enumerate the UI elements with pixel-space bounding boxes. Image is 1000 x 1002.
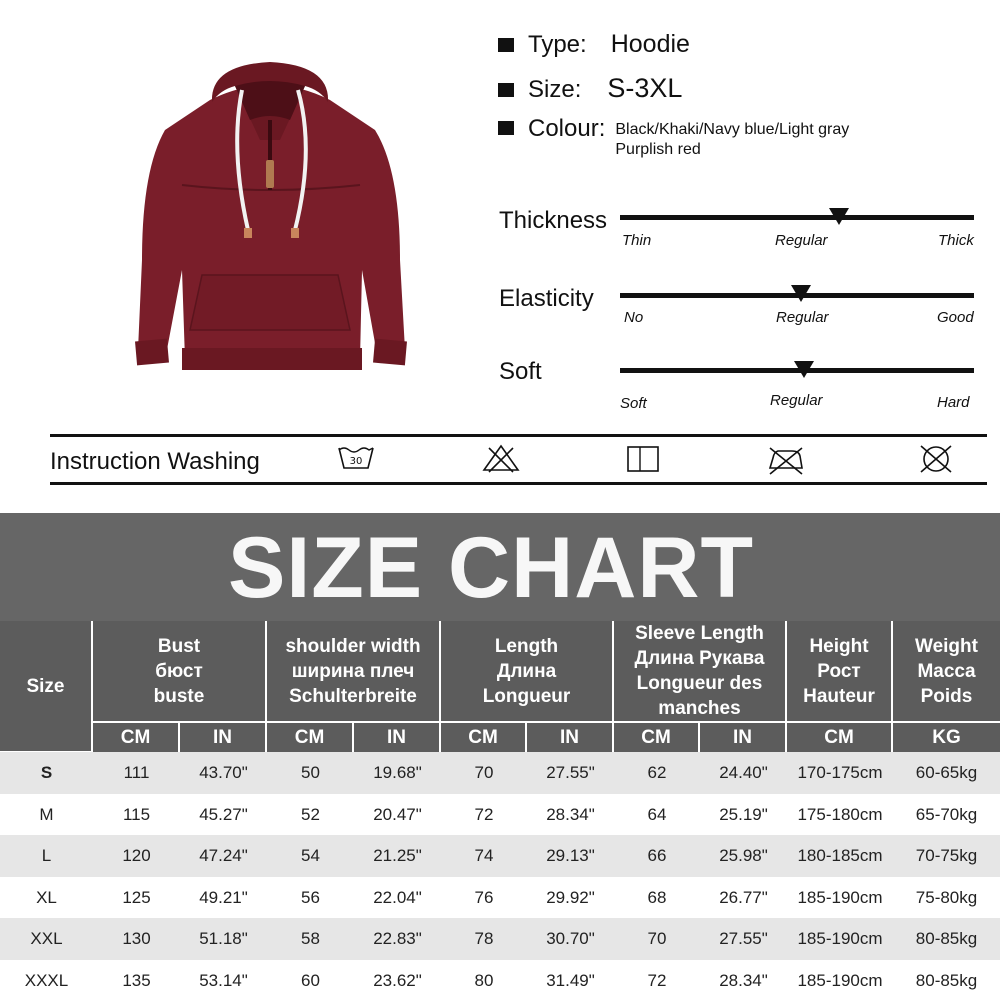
header-size-label: Size [26, 675, 65, 697]
size-value: S-3XL [607, 73, 683, 103]
table-cell: 28.34" [546, 804, 595, 824]
header-weight-ru: Macca [917, 660, 976, 682]
unit-cell: CM [614, 723, 700, 752]
table-cell: 80-85kg [915, 929, 978, 948]
table-cell: 23.62" [373, 970, 422, 990]
type-value: Hoodie [610, 30, 690, 58]
table-cell: 24.40" [719, 763, 768, 782]
table-cell: 130 [122, 929, 151, 948]
scale-middle-label: Regular [776, 309, 829, 326]
type-label: Type: [528, 31, 587, 58]
table-cell: 49.21" [199, 887, 248, 907]
table-cell: 135 [122, 970, 151, 990]
wash-temp: 30 [349, 456, 363, 467]
size-cell: XXL [30, 929, 63, 948]
table-cell: 70-75kg [915, 846, 978, 865]
scale-marker-icon [791, 285, 811, 302]
colour-value-line2: Purplish red [615, 141, 701, 158]
unit-cell: KG [893, 723, 1000, 752]
scale-line [620, 215, 974, 220]
table-cell: 76 [474, 887, 494, 907]
table-cell: 75-80kg [915, 887, 978, 907]
table-row [0, 918, 1000, 960]
scale-right-label: Hard [937, 394, 970, 411]
header-height-fr: Hauteur [803, 685, 875, 707]
table-cell: 19.68" [373, 763, 422, 782]
table-cell: 62 [647, 763, 667, 782]
size-cell: XXXL [24, 970, 69, 990]
table-cell: 25.98" [719, 846, 768, 865]
table-cell: 31.49" [546, 970, 595, 990]
header-height-en: Height [809, 635, 869, 657]
unit-cell: IN [180, 723, 267, 752]
table-cell: 22.83" [373, 929, 422, 948]
table-cell: 72 [474, 804, 494, 824]
header-weight [893, 621, 1000, 723]
table-cell: 120 [122, 846, 151, 865]
header-sleeve-en: Sleeve Length [635, 623, 764, 644]
unit-cell: CM [93, 723, 180, 752]
bullet-square-icon [498, 83, 514, 97]
header-length [441, 621, 614, 723]
table-cell: 180-185cm [797, 846, 883, 865]
unit-cell: CM [267, 723, 354, 752]
table-row [0, 794, 1000, 836]
size-cell: S [40, 763, 53, 782]
table-cell: 28.34" [719, 970, 768, 990]
colour-value-line1: Black/Khaki/Navy blue/Light gray [615, 121, 850, 138]
table-cell: 56 [301, 887, 320, 907]
table-row [0, 960, 1000, 1002]
header-shoulder [267, 621, 441, 723]
table-cell: 185-190cm [797, 887, 883, 907]
scale-left-label: Soft [620, 395, 647, 412]
header-shoulder-en: shoulder width [285, 635, 421, 657]
table-cell: 66 [647, 846, 667, 865]
header-bust-ru: бюст [155, 660, 203, 682]
table-cell: 29.13" [546, 846, 595, 865]
table-cell: 80-85kg [915, 970, 978, 990]
size-cell: L [41, 846, 52, 865]
scale-left-label: No [624, 309, 644, 326]
table-row [0, 752, 1000, 794]
hoodie-product-image [130, 60, 410, 390]
scale-left-label: Thin [622, 232, 652, 249]
table-cell: 60 [301, 970, 320, 990]
unit-cell: IN [354, 723, 441, 752]
header-sleeve-fr1: Longueur des [636, 673, 763, 694]
table-row [0, 877, 1000, 919]
table-cell: 115 [122, 804, 151, 824]
header-height [787, 621, 893, 723]
table-cell: 29.92" [546, 887, 595, 907]
table-cell: 185-190cm [797, 929, 883, 948]
no-bleach-icon [481, 442, 521, 476]
table-cell: 68 [647, 887, 667, 907]
table-cell: 27.55" [546, 763, 595, 782]
table-cell: 21.25" [373, 846, 422, 865]
table-cell: 26.77" [719, 887, 768, 907]
size-label: Size: [528, 76, 582, 103]
header-sleeve-ru: Длина Рукава [634, 648, 765, 669]
header-length-en: Length [494, 635, 559, 657]
table-cell: 70 [647, 929, 667, 948]
table-row [0, 835, 1000, 877]
table-cell: 185-190cm [797, 970, 883, 990]
header-shoulder-ru: ширина плеч [291, 660, 415, 682]
table-cell: 45.27" [199, 804, 248, 824]
header-height-ru: Рост [817, 660, 861, 682]
unit-cell: CM [441, 723, 527, 752]
header-length-fr: Longueur [482, 685, 571, 707]
scale-middle-label: Regular [770, 392, 823, 409]
table-cell: 20.47" [373, 804, 422, 824]
scale-right-label: Good [937, 309, 974, 326]
no-iron-icon [766, 442, 806, 476]
table-cell: 30.70" [546, 929, 595, 948]
table-cell: 60-65kg [915, 763, 978, 782]
scale-marker-icon [794, 361, 814, 378]
divider-bottom [50, 482, 987, 485]
table-cell: 54 [301, 846, 320, 865]
tumble-dry-icon [623, 442, 663, 476]
no-dry-clean-icon [916, 442, 956, 476]
divider-top [50, 434, 987, 437]
header-shoulder-de: Schulterbreite [289, 685, 417, 707]
bullet-square-icon [498, 38, 514, 52]
table-cell: 175-180cm [797, 804, 883, 824]
scale-right-label: Thick [938, 232, 974, 249]
spec-type [498, 30, 690, 59]
spec-colour [498, 115, 849, 160]
table-cell: 53.14" [199, 970, 248, 990]
table-cell: 22.04" [373, 887, 422, 907]
table-cell: 70 [474, 763, 494, 782]
table-cell: 52 [301, 804, 320, 824]
colour-label: Colour: [528, 115, 606, 142]
scale-middle-label: Regular [775, 232, 828, 249]
table-cell: 47.24" [199, 846, 248, 865]
scale-title: Soft [499, 358, 542, 385]
header-bust [93, 621, 267, 723]
washing-instruction-label: Instruction Washing [50, 448, 260, 475]
unit-cell: IN [700, 723, 787, 752]
table-cell: 27.55" [719, 929, 768, 948]
header-size [0, 621, 93, 751]
table-cell: 65-70kg [915, 804, 978, 824]
scale-marker-icon [829, 208, 849, 225]
table-cell: 170-175cm [797, 763, 883, 782]
size-chart-title: SIZE CHART [228, 520, 754, 616]
size-cell: M [39, 804, 54, 824]
table-cell: 25.19" [719, 804, 768, 824]
table-cell: 78 [474, 929, 494, 948]
spec-size [498, 73, 682, 104]
table-cell: 64 [647, 804, 667, 824]
table-cell: 58 [301, 929, 320, 948]
table-cell: 43.70" [199, 763, 248, 782]
header-weight-en: Weight [915, 635, 978, 657]
table-cell: 50 [301, 763, 320, 782]
table-cell: 74 [474, 846, 494, 865]
table-cell: 111 [123, 763, 150, 782]
header-sleeve [614, 621, 787, 723]
unit-cell: CM [787, 723, 893, 752]
header-bust-fr: buste [153, 685, 205, 707]
bullet-square-icon [498, 121, 514, 135]
table-cell: 125 [122, 887, 151, 907]
table-cell: 51.18" [199, 929, 248, 948]
table-cell: 72 [647, 970, 667, 990]
header-sleeve-fr2: manches [658, 698, 741, 719]
scale-title: Thickness [499, 207, 608, 234]
wash-30-icon [336, 442, 376, 476]
unit-cell: IN [527, 723, 614, 752]
size-cell: XL [36, 887, 57, 907]
header-weight-fr: Poids [920, 685, 973, 707]
scale-title: Elasticity [499, 285, 594, 312]
header-length-ru: Длина [496, 660, 557, 682]
table-cell: 80 [474, 970, 494, 990]
header-bust-en: Bust [157, 635, 201, 657]
